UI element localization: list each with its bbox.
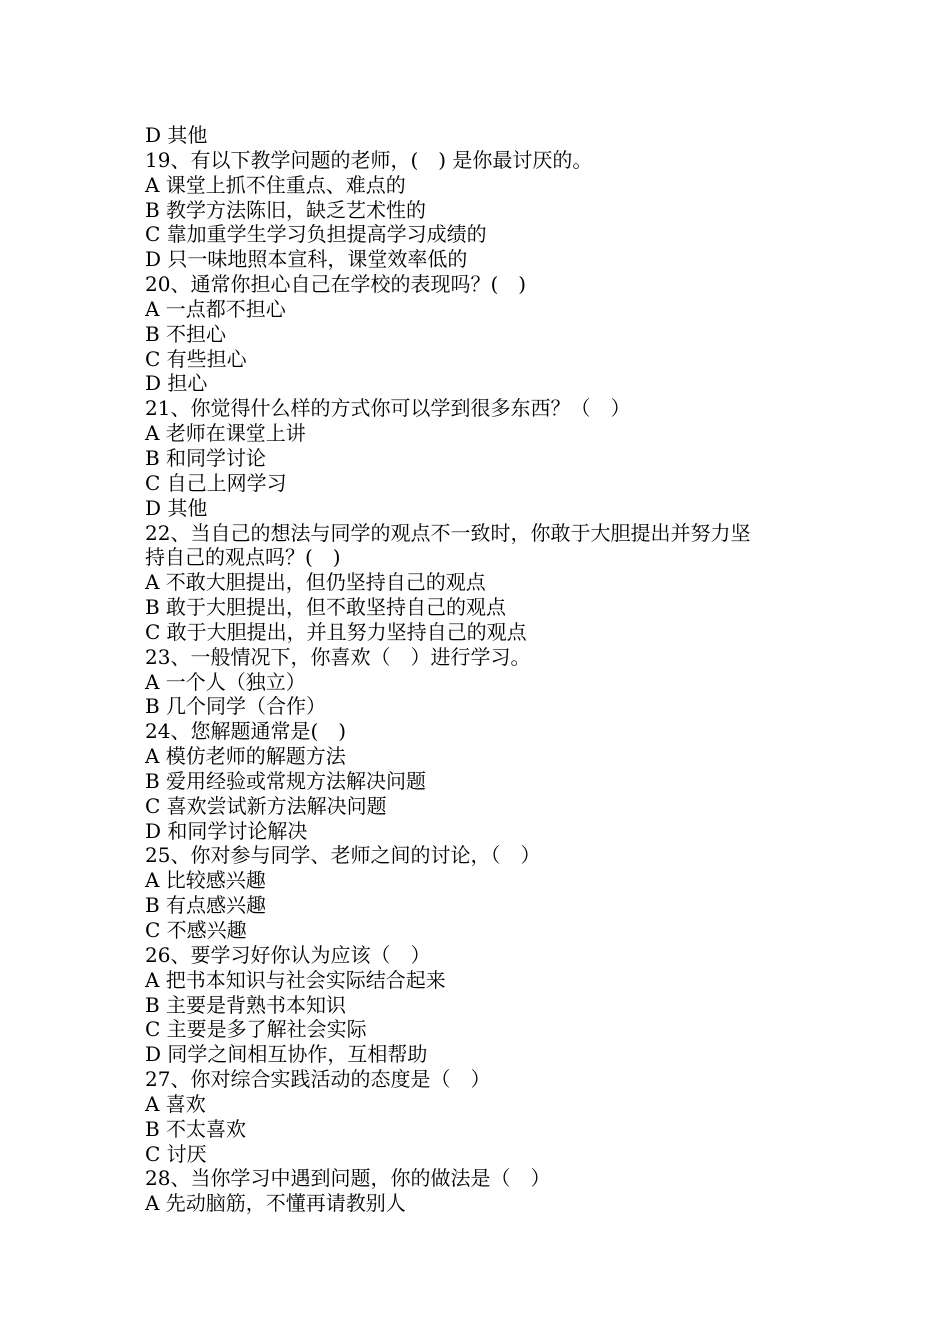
q19-option-c: C 靠加重学生学习负担提高学习成绩的 bbox=[145, 222, 487, 247]
question-28: 28、当你学习中遇到问题，你的做法是（ ） bbox=[145, 1166, 551, 1191]
q25-option-c: C 不感兴趣 bbox=[145, 918, 247, 942]
q20-option-b: B 不担心 bbox=[145, 321, 227, 346]
q24-option-d: D 和同学讨论解决 bbox=[145, 818, 308, 843]
question-23: 23、一般情况下，你喜欢（ ）进行学习。 bbox=[145, 644, 531, 669]
q24-option-b: B 爱用经验或常规方法解决问题 bbox=[145, 768, 427, 793]
question-26: 26、要学习好你认为应该（ ） bbox=[145, 942, 431, 967]
q19-option-d: D 只一味地照本宣科，课堂效率低的 bbox=[145, 247, 468, 272]
q24-option-a: A 模仿老师的解题方法 bbox=[145, 744, 346, 769]
q19-option-a: A 课堂上抓不住重点、难点的 bbox=[145, 172, 406, 197]
q21-option-b: B 和同学讨论 bbox=[145, 445, 267, 470]
q20-option-a: A 一点都不担心 bbox=[145, 296, 286, 321]
q26-option-b: B 主要是背熟书本知识 bbox=[145, 992, 347, 1017]
q23-option-b: B 几个同学（合作） bbox=[145, 694, 327, 719]
q22-option-c: C 敢于大胆提出，并且努力坚持自己的观点 bbox=[145, 619, 527, 644]
document-page bbox=[145, 123, 825, 1216]
question-22-line-2: 持自己的观点吗？( ) bbox=[145, 545, 341, 570]
q25-option-a: A 比较感兴趣 bbox=[145, 868, 266, 893]
q20-option-d: D 担心 bbox=[145, 371, 208, 396]
question-22-line-1: 22、当自己的想法与同学的观点不一致时，你敢于大胆提出并努力坚 bbox=[145, 520, 751, 545]
question-19: 19、有以下教学问题的老师，( ) 是你最讨厌的。 bbox=[145, 147, 593, 172]
q24-option-c: C 喜欢尝试新方法解决问题 bbox=[145, 793, 387, 818]
option-d-other: D 其他 bbox=[145, 123, 208, 147]
q28-option-a: A 先动脑筋，不懂再请教别人 bbox=[145, 1191, 406, 1216]
question-24: 24、您解题通常是( ) bbox=[145, 719, 347, 744]
question-25: 25、你对参与同学、老师之间的讨论，（ ） bbox=[145, 843, 541, 868]
question-21: 21、你觉得什么样的方式你可以学到很多东西？（ ） bbox=[145, 396, 631, 421]
q25-option-b: B 有点感兴趣 bbox=[145, 893, 267, 918]
q26-option-c: C 主要是多了解社会实际 bbox=[145, 1017, 367, 1042]
question-27: 27、你对综合实践活动的态度是（ ） bbox=[145, 1067, 491, 1092]
q21-option-a: A 老师在课堂上讲 bbox=[145, 421, 306, 446]
q20-option-c: C 有些担心 bbox=[145, 346, 247, 371]
q21-option-d: D 其他 bbox=[145, 495, 208, 520]
q27-option-b: B 不太喜欢 bbox=[145, 1116, 247, 1141]
q21-option-c: C 自己上网学习 bbox=[145, 470, 287, 495]
q23-option-a: A 一个人（独立） bbox=[145, 669, 306, 694]
q26-option-d: D 同学之间相互协作，互相帮助 bbox=[145, 1042, 428, 1067]
q22-option-a: A 不敢大胆提出，但仍坚持自己的观点 bbox=[145, 570, 486, 595]
q26-option-a: A 把书本知识与社会实际结合起来 bbox=[145, 967, 446, 992]
q19-option-b: B 教学方法陈旧，缺乏艺术性的 bbox=[145, 197, 427, 222]
q27-option-a: A 喜欢 bbox=[145, 1091, 206, 1116]
question-20: 20、通常你担心自己在学校的表现吗？( ) bbox=[145, 272, 527, 297]
q27-option-c: C 讨厌 bbox=[145, 1141, 207, 1166]
q22-option-b: B 敢于大胆提出，但不敢坚持自己的观点 bbox=[145, 595, 507, 620]
